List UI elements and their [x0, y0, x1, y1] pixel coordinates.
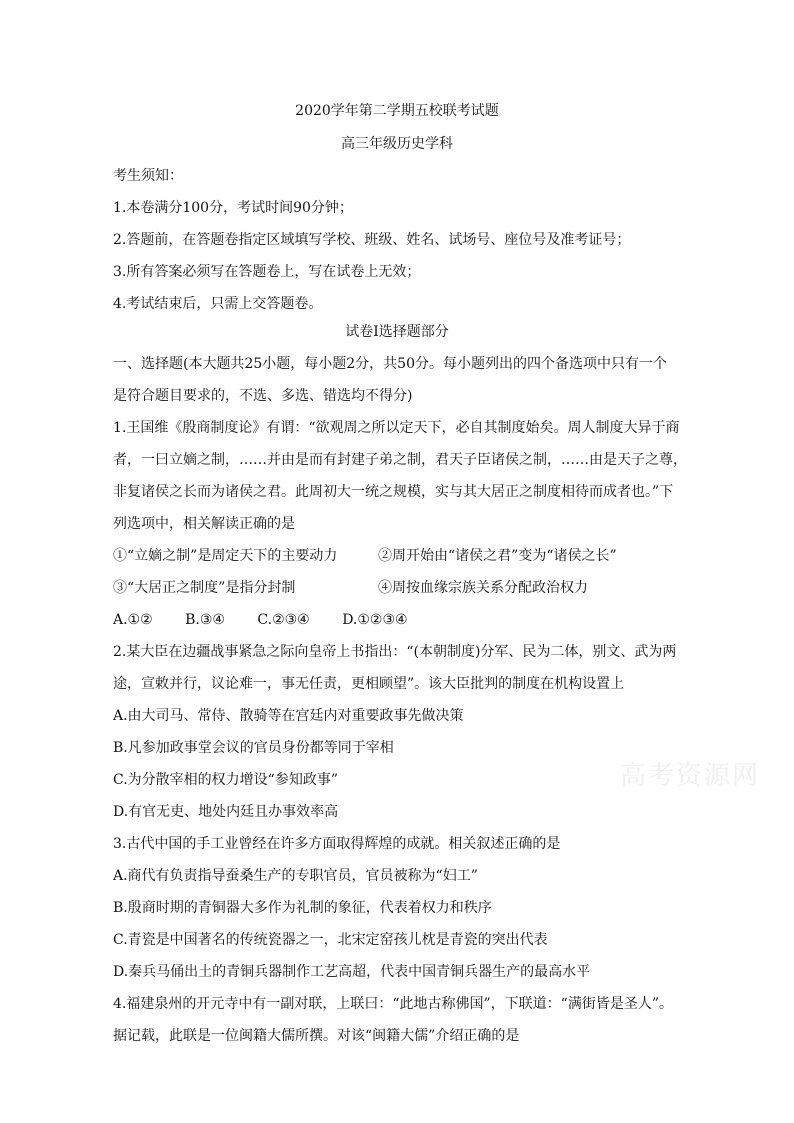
question-2-stem: 2.某大臣在边疆战事紧急之际向皇帝上书指出：“(本朝制度)分军、民为二体，别文、武为两	[113, 644, 677, 660]
notice-item: 2.答题前，在答题卷指定区域填写学校、班级、姓名、试场号、座位号及准考证号；	[113, 232, 631, 248]
statement-3: ③“大居正之制度”是指分封制	[113, 580, 296, 596]
notice-item: 1.本卷满分100分，考试时间90分钟；	[113, 200, 353, 216]
option-a: A.商代有负责指导蚕桑生产的专职官员，官员被称为“妇工”	[113, 868, 478, 884]
question-2-stem: 途，宣敕并行，议论难一，事无任责，更相顾望”。该大臣批判的制度在机构设置上	[113, 676, 625, 692]
exam-subtitle: 高三年级历史学科	[341, 136, 453, 152]
question-1-stem: 者，一曰立嫡之制，……并由是而有封建子弟之制，君天子臣诸侯之制，……由是天子之尊，	[113, 452, 687, 468]
statement-1: ①“立嫡之制”是周定天下的主要动力	[113, 548, 338, 564]
option-d: D.①②③④	[342, 612, 408, 628]
question-1-stem: 列选项中，相关解读正确的是	[113, 516, 295, 532]
option-a: A.①②	[113, 612, 153, 628]
notice-item: 3.所有答案必须写在答题卷上，写在试卷上无效；	[113, 264, 421, 280]
section-title: 试卷Ⅰ选择题部分	[345, 324, 449, 340]
option-c: C.为分散宰相的权力增设“参知政事”	[113, 772, 338, 788]
question-1-statements-row	[113, 578, 693, 598]
statement-4: ④周按血缘宗族关系分配政治权力	[378, 580, 588, 596]
option-c: C.青瓷是中国著名的传统瓷器之一，北宋定窑孩儿枕是青瓷的突出代表	[113, 932, 548, 948]
option-d: D.有官无吏、地处内廷且办事效率高	[113, 804, 339, 820]
question-4-stem: 4.福建泉州的开元寺中有一副对联，上联曰：“此地古称佛国”，下联道：“满街皆是圣人”。	[113, 996, 673, 1012]
option-c: C.②③④	[257, 612, 310, 628]
watermark: 高考资源网	[620, 761, 761, 791]
question-1-stem: 非复诸侯之长而为诸侯之君。此周初大一统之规模，实与其大居正之制度相待而成者也。”下	[113, 484, 674, 500]
section-instructions: 是符合题目要求的，不选、多选、错选均不得分)	[113, 388, 413, 404]
notice-heading: 考生须知：	[113, 168, 183, 184]
question-1-statements-row	[113, 546, 693, 566]
option-b: B.③④	[185, 612, 225, 628]
notice-item: 4.考试结束后，只需上交答题卷。	[113, 296, 323, 312]
statement-2: ②周开始由“诸侯之君”变为“诸侯之长”	[378, 548, 617, 564]
question-3-stem: 3.古代中国的手工业曾经在许多方面取得辉煌的成就。相关叙述正确的是	[113, 836, 561, 852]
option-a: A.由大司马、常侍、散骑等在宫廷内对重要政事先做决策	[113, 708, 464, 724]
option-b: B.殷商时期的青铜器大多作为礼制的象征，代表着权力和秩序	[113, 900, 492, 916]
option-d: D.秦兵马俑出土的青铜兵器制作工艺高超，代表中国青铜兵器生产的最高水平	[113, 964, 591, 980]
question-4-stem: 据记载，此联是一位闽籍大儒所撰。对该“闽籍大儒”介绍正确的是	[113, 1028, 520, 1044]
question-1-stem: 1.王国维《殷商制度论》有谓：“欲观周之所以定天下，必自其制度始矣。周人制度大异于商	[113, 420, 680, 436]
option-b: B.凡参加政事堂会议的官员身份都等同于宰相	[113, 740, 394, 756]
exam-title: 2020学年第二学期五校联考试题	[295, 103, 499, 119]
question-1-options	[113, 610, 693, 630]
section-instructions: 一、选择题(本大题共25小题，每小题2分，共50分。每小题列出的四个备选项中只有一个	[113, 356, 667, 372]
